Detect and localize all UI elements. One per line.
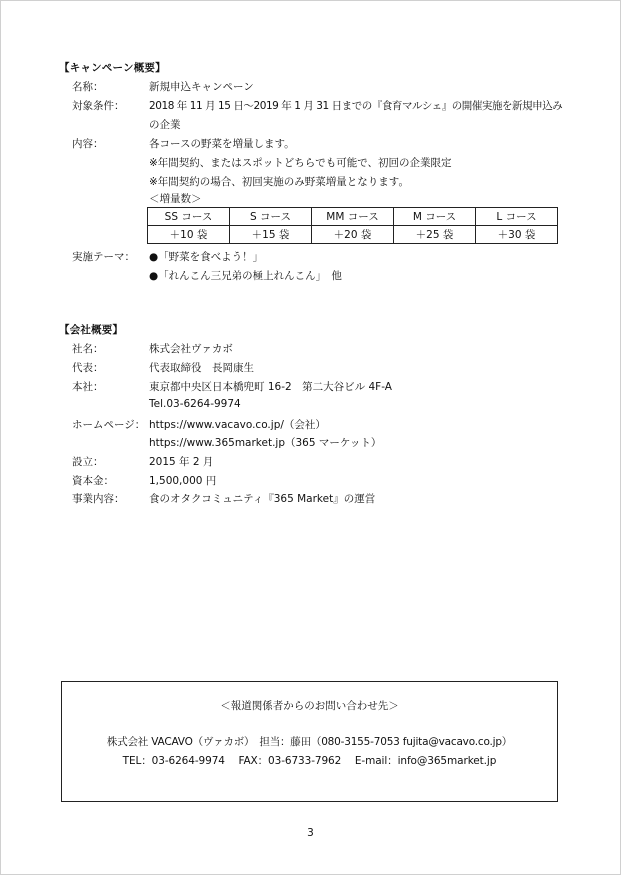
table-header-cell: L コース <box>476 208 558 226</box>
content-line3: ※年間契約の場合、初回実施のみ野菜増量となります。 <box>149 176 409 188</box>
increase-table <box>147 207 558 244</box>
contact-line-2: TEL：03-6264-9974 FAX：03-6733-7962 E-mail：info@365market.jp <box>122 755 497 767</box>
table-value-cell: ＋20 袋 <box>312 226 394 244</box>
contact-title: ＜報道関係者からのお問い合わせ先＞ <box>220 700 399 712</box>
content-label: 内容： <box>72 138 104 150</box>
campaign-name-label: 名称： <box>72 81 104 93</box>
homepage-link-market[interactable]: https://www.365market.jp（365 マーケット） <box>149 437 382 449</box>
company-heading: 【会社概要】 <box>59 324 124 336</box>
press-contact-box <box>61 681 558 802</box>
established-value: 2015 年 2 月 <box>149 456 214 468</box>
hq-value: 東京都中央区日本橋兜町 16-2 第二大谷ビル 4F-A <box>149 381 392 393</box>
theme-label: 実施テーマ： <box>72 251 135 263</box>
page-number: 3 <box>307 827 314 839</box>
theme-item-1: ●「野菜を食べよう！」 <box>149 251 264 263</box>
capital-value: 1,500,000 円 <box>149 475 217 487</box>
target-value-line1: 2018 年 11 月 15 日～2019 年 1 月 31 日までの『食育マルシェ』の開催実施を新規申込み <box>149 100 563 112</box>
increase-table-header-row <box>148 208 558 226</box>
table-header-cell: S コース <box>230 208 312 226</box>
table-value-cell: ＋30 袋 <box>476 226 558 244</box>
rep-value: 代表取締役 長岡康生 <box>149 362 254 374</box>
homepage-label: ホームページ： <box>72 419 146 431</box>
company-name-label: 社名： <box>72 343 104 355</box>
business-value: 食のオタクコミュニティ『365 Market』の運営 <box>149 493 376 505</box>
table-header-cell: MM コース <box>312 208 394 226</box>
company-name-value: 株式会社ヴァカボ <box>149 343 233 355</box>
target-label: 対象条件： <box>72 100 125 112</box>
hq-label: 本社： <box>72 381 104 393</box>
table-value-cell: ＋25 袋 <box>394 226 476 244</box>
theme-item-2: ●「れんこん三兄弟の極上れんこん」 他 <box>149 270 342 282</box>
campaign-heading: 【キャンペーン概要】 <box>59 62 166 74</box>
homepage-link-company[interactable]: https://www.vacavo.co.jp/（会社） <box>149 419 326 431</box>
increase-caption: ＜増量数＞ <box>149 193 202 205</box>
content-line1: 各コースの野菜を増量します。 <box>149 138 295 150</box>
table-value-cell: ＋15 袋 <box>230 226 312 244</box>
table-value-cell: ＋10 袋 <box>148 226 230 244</box>
increase-table-value-row <box>148 226 558 244</box>
content-line2: ※年間契約、またはスポットどちらでも可能で、初回の企業限定 <box>149 157 452 169</box>
capital-label: 資本金： <box>72 475 114 487</box>
established-label: 設立： <box>72 456 104 468</box>
table-header-cell: SS コース <box>148 208 230 226</box>
target-value-line2: の企業 <box>149 119 181 131</box>
rep-label: 代表： <box>72 362 104 374</box>
business-label: 事業内容： <box>72 493 125 505</box>
campaign-name-value: 新規申込キャンペーン <box>149 81 254 93</box>
tel-value: Tel.03-6264-9974 <box>149 398 241 410</box>
table-header-cell: M コース <box>394 208 476 226</box>
contact-line-1: 株式会社 VACAVO（ヴァカボ） 担当：藤田（080-3155-7053 fujita@vacavo.co.jp） <box>106 736 513 748</box>
